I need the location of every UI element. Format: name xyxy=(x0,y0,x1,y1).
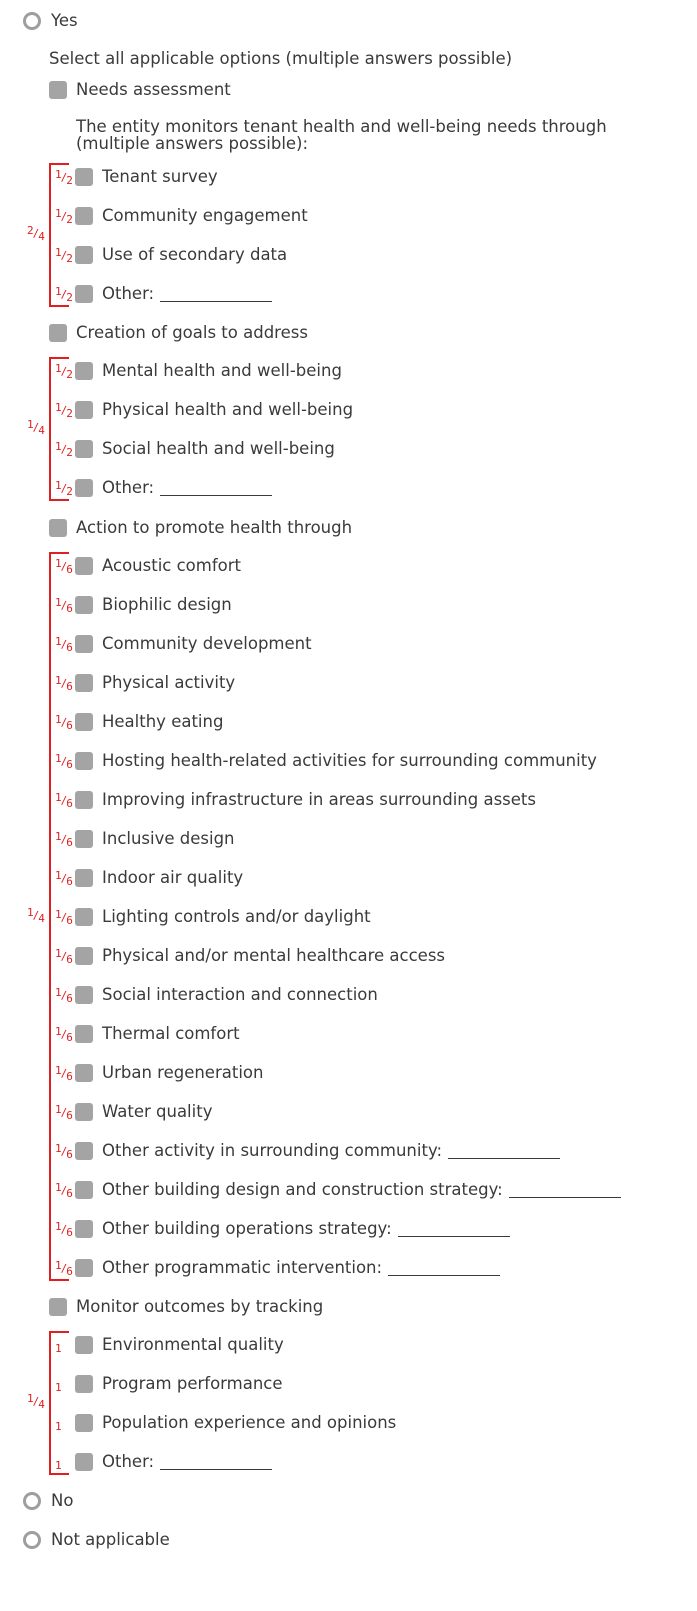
monitor-checkbox[interactable] xyxy=(49,1298,67,1316)
checkbox[interactable] xyxy=(75,1103,93,1121)
option-label: Other building design and construction strategy: xyxy=(102,1180,503,1199)
option-label: Urban regeneration xyxy=(102,1063,264,1082)
checkbox[interactable] xyxy=(75,557,93,575)
goals-option[interactable] xyxy=(49,322,308,344)
checkbox-option[interactable] xyxy=(75,1412,396,1434)
goals-label: Creation of goals to address xyxy=(76,323,308,342)
checkbox[interactable] xyxy=(75,362,93,380)
item-score: 1/2 xyxy=(55,246,73,265)
option-label: Use of secondary data xyxy=(102,245,288,264)
option-label: Mental health and well-being xyxy=(102,361,342,380)
checkbox[interactable] xyxy=(75,1025,93,1043)
fill-in-blank[interactable] xyxy=(398,1221,510,1237)
option-yes[interactable] xyxy=(23,10,78,32)
item-score: 1 xyxy=(55,1420,62,1433)
item-score: 1/6 xyxy=(55,947,73,966)
checkbox-option[interactable] xyxy=(75,1451,272,1473)
checkbox[interactable] xyxy=(75,791,93,809)
needs-intro-text: The entity monitors tenant health and well-being needs through (multiple answers possible): xyxy=(76,117,607,153)
option-label: Acoustic comfort xyxy=(102,556,241,575)
option-label: Physical and/or mental healthcare access xyxy=(102,946,446,965)
action-label: Action to promote health through xyxy=(76,518,353,537)
no-radio[interactable] xyxy=(23,1492,41,1510)
checkbox[interactable] xyxy=(75,986,93,1004)
checkbox-option[interactable] xyxy=(75,166,218,188)
checkbox[interactable] xyxy=(75,1414,93,1432)
option-label: Indoor air quality xyxy=(102,868,244,887)
monitor-label: Monitor outcomes by tracking xyxy=(76,1297,324,1316)
option-label: Community development xyxy=(102,634,312,653)
checkbox-option[interactable] xyxy=(75,1101,212,1123)
item-score: 1/6 xyxy=(55,713,73,732)
checkbox-option[interactable] xyxy=(75,1373,283,1395)
item-score: 1/6 xyxy=(55,635,73,654)
checkbox[interactable] xyxy=(75,168,93,186)
fill-in-blank[interactable] xyxy=(509,1182,621,1198)
checkbox[interactable] xyxy=(75,869,93,887)
checkbox[interactable] xyxy=(75,713,93,731)
item-score: 1/6 xyxy=(55,1103,73,1122)
needs-assessment-label: Needs assessment xyxy=(76,80,231,99)
checkbox-option[interactable] xyxy=(75,1218,510,1240)
checkbox-option[interactable] xyxy=(75,594,232,616)
checkbox-option[interactable] xyxy=(75,945,445,967)
item-score: 1 xyxy=(55,1342,62,1355)
needs-assessment-checkbox[interactable] xyxy=(49,81,67,99)
item-score: 1/6 xyxy=(55,908,73,927)
option-label: Physical health and well-being xyxy=(102,400,354,419)
checkbox[interactable] xyxy=(75,1142,93,1160)
goals-group-score: 1/4 xyxy=(27,418,45,437)
option-label: Thermal comfort xyxy=(102,1024,240,1043)
item-score: 1/6 xyxy=(55,830,73,849)
option-label: Tenant survey xyxy=(102,167,218,186)
checkbox-option[interactable] xyxy=(75,750,597,772)
fill-in-blank[interactable] xyxy=(160,286,272,302)
item-score: 1/6 xyxy=(55,557,73,576)
action-checkbox[interactable] xyxy=(49,519,67,537)
checkbox-option[interactable] xyxy=(75,672,235,694)
action-option[interactable] xyxy=(49,517,352,539)
option-label: Environmental quality xyxy=(102,1335,284,1354)
checkbox[interactable] xyxy=(75,1181,93,1199)
option-label: Community engagement xyxy=(102,206,308,225)
option-label: Other activity in surrounding community: xyxy=(102,1141,443,1160)
checkbox[interactable] xyxy=(75,1220,93,1238)
option-label: Other: xyxy=(102,284,155,303)
item-score: 1/6 xyxy=(55,869,73,888)
checkbox[interactable] xyxy=(75,401,93,419)
option-not-applicable[interactable] xyxy=(23,1529,170,1551)
checkbox-option[interactable] xyxy=(75,555,241,577)
option-not-applicable-label: Not applicable xyxy=(51,1530,170,1549)
checkbox-option[interactable] xyxy=(75,477,272,499)
option-label: Social health and well-being xyxy=(102,439,335,458)
checkbox-option[interactable] xyxy=(75,1062,263,1084)
checkbox[interactable] xyxy=(75,1375,93,1393)
checkbox[interactable] xyxy=(75,947,93,965)
checkbox[interactable] xyxy=(75,674,93,692)
item-score: 1 xyxy=(55,1459,62,1472)
option-no[interactable] xyxy=(23,1490,73,1512)
option-label: Lighting controls and/or daylight xyxy=(102,907,371,926)
option-label: Biophilic design xyxy=(102,595,232,614)
option-yes-label: Yes xyxy=(51,11,78,30)
option-label: Other programmatic intervention: xyxy=(102,1258,383,1277)
checkbox[interactable] xyxy=(75,908,93,926)
item-score: 1/2 xyxy=(55,285,73,304)
option-label: Water quality xyxy=(102,1102,213,1121)
item-score: 1/6 xyxy=(55,1025,73,1044)
checkbox[interactable] xyxy=(75,440,93,458)
item-score: 1 xyxy=(55,1381,62,1394)
item-score: 1/2 xyxy=(55,362,73,381)
item-score: 1/2 xyxy=(55,440,73,459)
checkbox-option[interactable] xyxy=(75,984,378,1006)
item-score: 1/6 xyxy=(55,752,73,771)
checkbox[interactable] xyxy=(75,830,93,848)
checkbox-option[interactable] xyxy=(75,789,536,811)
checkbox[interactable] xyxy=(75,479,93,497)
item-score: 1/6 xyxy=(55,1259,73,1278)
option-label: Social interaction and connection xyxy=(102,985,378,1004)
option-label: Population experience and opinions xyxy=(102,1413,397,1432)
yes-radio[interactable] xyxy=(23,12,41,30)
monitor-option[interactable] xyxy=(49,1296,323,1318)
option-label: Healthy eating xyxy=(102,712,224,731)
checkbox[interactable] xyxy=(75,285,93,303)
checkbox-option[interactable] xyxy=(75,828,235,850)
checkbox[interactable] xyxy=(75,596,93,614)
item-score: 1/2 xyxy=(55,401,73,420)
goals-checkbox[interactable] xyxy=(49,324,67,342)
item-score: 1/2 xyxy=(55,479,73,498)
fill-in-blank[interactable] xyxy=(448,1143,560,1159)
fill-in-blank[interactable] xyxy=(160,480,272,496)
not-applicable-radio[interactable] xyxy=(23,1531,41,1549)
option-label: Physical activity xyxy=(102,673,236,692)
checkbox-option[interactable] xyxy=(75,1257,500,1279)
checkbox[interactable] xyxy=(75,246,93,264)
checkbox-option[interactable] xyxy=(75,633,312,655)
action-group-score: 1/4 xyxy=(27,906,45,925)
checkbox-option[interactable] xyxy=(75,283,272,305)
option-label: Other building operations strategy: xyxy=(102,1219,392,1238)
checkbox[interactable] xyxy=(75,1259,93,1277)
option-label: Program performance xyxy=(102,1374,283,1393)
item-score: 1/2 xyxy=(55,207,73,226)
checkbox-option[interactable] xyxy=(75,1179,621,1201)
item-score: 1/6 xyxy=(55,1142,73,1161)
checkbox[interactable] xyxy=(75,1064,93,1082)
checkbox-option[interactable] xyxy=(75,244,287,266)
checkbox[interactable] xyxy=(75,752,93,770)
item-score: 1/6 xyxy=(55,596,73,615)
monitor-group-score: 1/4 xyxy=(27,1392,45,1411)
option-no-label: No xyxy=(51,1491,74,1510)
checkbox-option[interactable] xyxy=(75,867,243,889)
option-label: Improving infrastructure in areas surrounding assets xyxy=(102,790,536,809)
checkbox[interactable] xyxy=(75,1336,93,1354)
option-label: Hosting health-related activities for surrounding community xyxy=(102,751,597,770)
fill-in-blank[interactable] xyxy=(388,1260,500,1276)
checkbox[interactable] xyxy=(75,1453,93,1471)
checkbox-option[interactable] xyxy=(75,1140,560,1162)
checkbox-option[interactable] xyxy=(75,360,342,382)
checkbox-option[interactable] xyxy=(75,1334,284,1356)
fill-in-blank[interactable] xyxy=(160,1454,272,1470)
needs-group-score: 2/4 xyxy=(27,224,45,243)
checkbox-option[interactable] xyxy=(75,438,335,460)
needs-assessment-option[interactable] xyxy=(49,79,231,101)
checkbox-option[interactable] xyxy=(75,711,223,733)
checkbox-option[interactable] xyxy=(75,399,353,421)
option-label: Other: xyxy=(102,1452,155,1471)
item-score: 1/6 xyxy=(55,791,73,810)
item-score: 1/6 xyxy=(55,1064,73,1083)
option-label: Other: xyxy=(102,478,155,497)
checkbox-option[interactable] xyxy=(75,205,308,227)
item-score: 1/6 xyxy=(55,674,73,693)
option-label: Inclusive design xyxy=(102,829,235,848)
instruction-text: Select all applicable options (multiple answers possible) xyxy=(49,49,513,68)
item-score: 1/6 xyxy=(55,1181,73,1200)
checkbox-option[interactable] xyxy=(75,1023,240,1045)
item-score: 1/2 xyxy=(55,168,73,187)
checkbox-option[interactable] xyxy=(75,906,371,928)
item-score: 1/6 xyxy=(55,986,73,1005)
checkbox[interactable] xyxy=(75,207,93,225)
item-score: 1/6 xyxy=(55,1220,73,1239)
checkbox[interactable] xyxy=(75,635,93,653)
